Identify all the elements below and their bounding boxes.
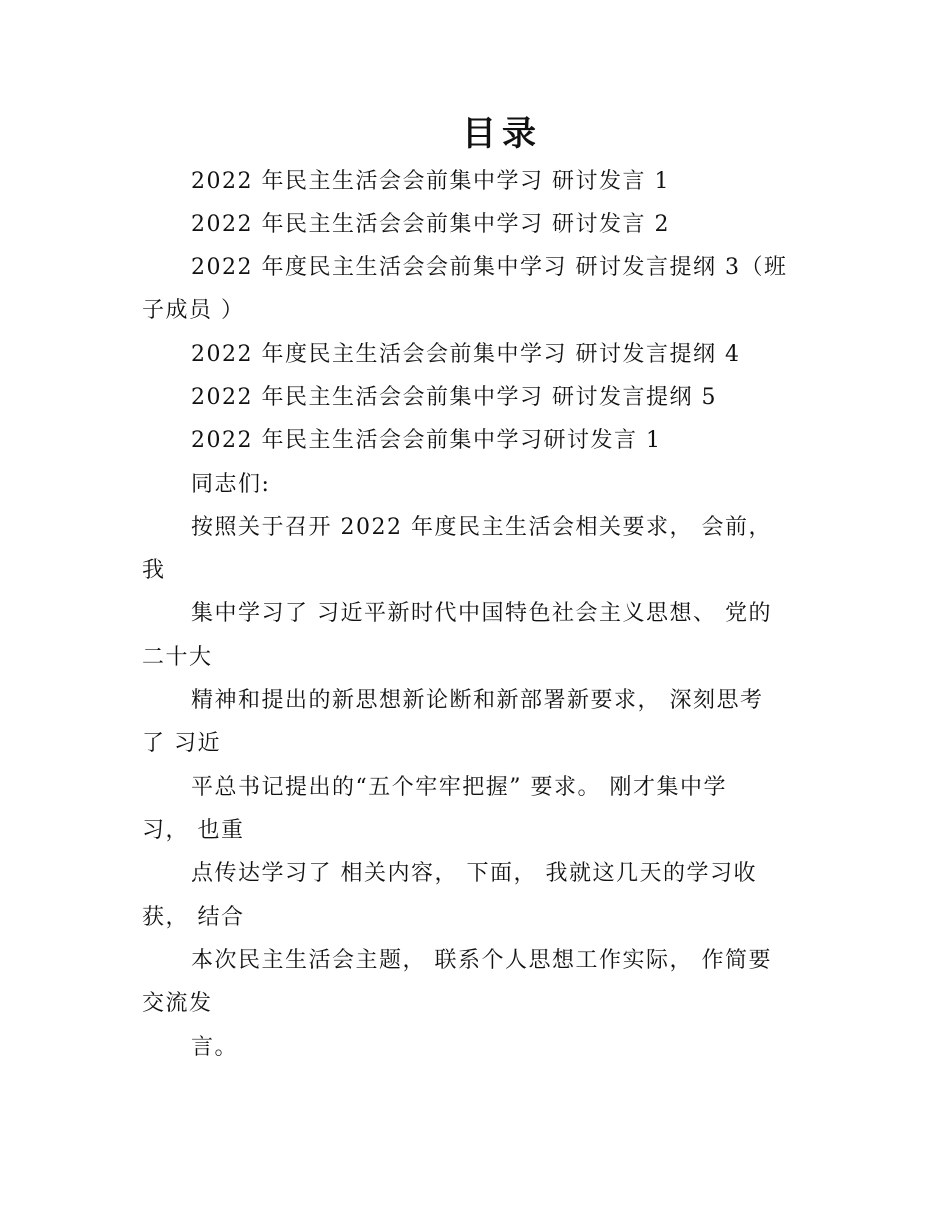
salutation: 同志们:: [191, 472, 271, 497]
toc-item-5[interactable]: 2022 年民主生活会会前集中学习 研讨发言提纲 5: [191, 385, 717, 410]
body-line: 点传达学习了 相关内容， 下面， 我就这几天的学习收: [191, 861, 757, 886]
body-line: 获， 结合: [142, 905, 245, 930]
body-line: 集中学习了 习近平新时代中国特色社会主义思想、 党的: [191, 601, 772, 626]
body-line: 我: [142, 558, 166, 583]
body-line: 按照关于召开 2022 年度民主生活会相关要求， 会前，: [191, 515, 772, 540]
body-line: 言。: [191, 1035, 239, 1060]
toc-item-3[interactable]: 2022 年度民主生活会会前集中学习 研讨发言提纲 3（班: [191, 255, 788, 280]
body-line: 了 习近: [142, 731, 221, 756]
body-line: 习， 也重: [142, 818, 245, 843]
section-heading: 2022 年民主生活会会前集中学习研讨发言 1: [191, 428, 662, 453]
toc-item-1[interactable]: 2022 年民主生活会会前集中学习 研讨发言 1: [191, 169, 670, 194]
body-line: 本次民主生活会主题， 联系个人思想工作实际， 作简要: [191, 948, 772, 973]
body-line: 交流发: [142, 991, 213, 1016]
body-line: 平总书记提出的“五个牢牢把握” 要求。 刚才集中学: [191, 775, 727, 800]
toc-item-2[interactable]: 2022 年民主生活会会前集中学习 研讨发言 2: [191, 212, 670, 237]
page-title: 目录: [462, 114, 542, 154]
toc-item-4[interactable]: 2022 年度民主生活会会前集中学习 研讨发言提纲 4: [191, 342, 741, 367]
toc-item-3-continued[interactable]: 子成员 ）: [142, 298, 245, 323]
body-line: 精神和提出的新思想新论断和新部署新要求， 深刻思考: [191, 688, 764, 713]
body-line: 二十大: [142, 645, 213, 670]
